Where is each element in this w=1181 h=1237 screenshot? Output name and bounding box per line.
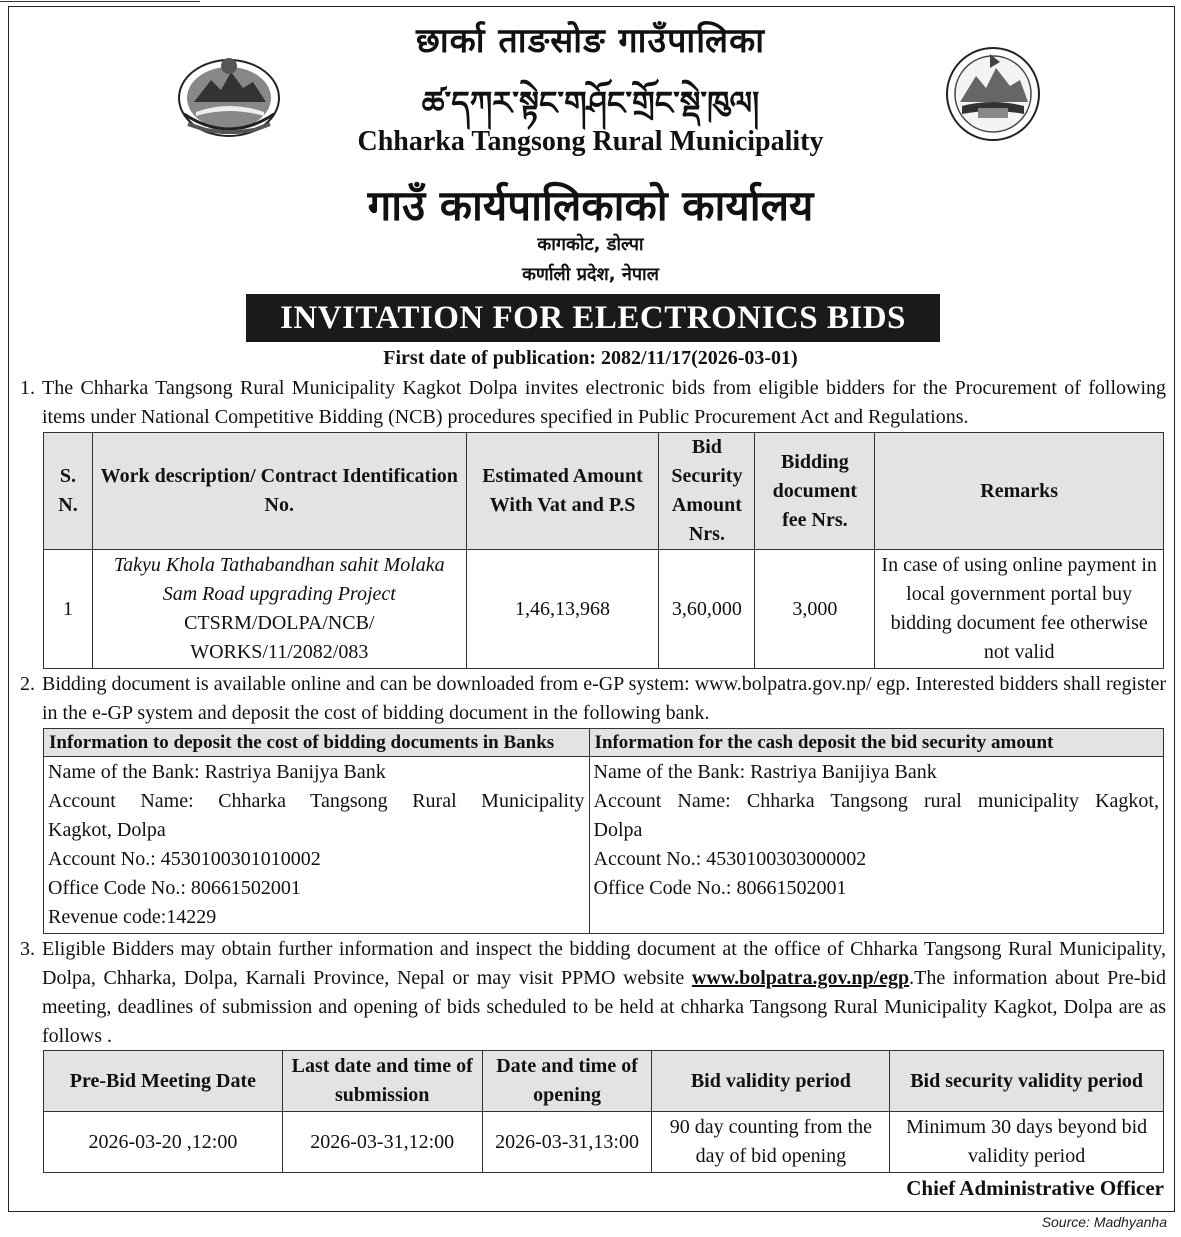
paragraph-text: The Chharka Tangsong Rural Municipality Kagkot Dolpa invites electronic bids from eligible bidders for the Procurement of following items under National Competitive Bidding (NCB) procedures specified in Public Procurement Act and Regulations.: [42, 377, 1166, 428]
cell-work-description: [92, 550, 466, 669]
cell-opening-date: 2026-03-31,13:00: [482, 1112, 652, 1173]
paragraph-1: [20, 374, 1166, 432]
header-bid-validity: Bid validity period: [652, 1051, 890, 1112]
office-code: Office Code No.: 80661502001: [48, 877, 301, 899]
header-work-description: Work description/ Contract Identification No.: [92, 433, 466, 550]
publication-date: First date of publication: 2082/11/17(2026-03-01): [383, 347, 798, 369]
cell-prebid-date: 2026-03-20 ,12:00: [44, 1112, 283, 1173]
bid-security-bank-details: [589, 757, 1163, 934]
paragraph-2: [20, 670, 1166, 728]
revenue-code: Revenue code:14229: [48, 906, 217, 928]
header-document-cost-bank: Information to deposit the cost of bidding documents in Banks: [44, 729, 590, 757]
cell-security-validity: Minimum 30 days beyond bid validity period: [890, 1112, 1164, 1173]
ppmo-website-link[interactable]: www.bolpatra.gov.np/egp: [691, 967, 910, 989]
header-submission-deadline: Last date and time of submission: [282, 1051, 482, 1112]
top-rule: [0, 1, 200, 2]
header-prebid-date: Pre-Bid Meeting Date: [44, 1051, 283, 1112]
header-bid-security: Bid Security Amount Nrs.: [659, 433, 755, 550]
account-name: Account Name: Chharka Tangsong rural municipality Kagkot,: [593, 790, 1159, 812]
paragraph-number: 2.: [20, 673, 35, 695]
work-title: Takyu Khola Tathabandhan sahit Molaka Sam Road upgrading Project: [113, 554, 445, 605]
cell-document-fee: 3,000: [755, 550, 875, 669]
paragraph-text: Bidding document is available online and can be downloaded from e-GP system: www.bolpatra.gov.np/ egp. Interested bidders shall register in the e-GP system and deposit the cost of bidding document in the following bank.: [42, 673, 1166, 724]
header-sn: S. N.: [44, 433, 93, 550]
english-municipality-name: Chharka Tangsong Rural Municipality: [357, 126, 824, 157]
cell-bid-security: 3,60,000: [659, 550, 755, 669]
header-estimated-amount: Estimated Amount With Vat and P.S: [466, 433, 659, 550]
table-row: [44, 757, 1164, 934]
account-name: Account Name: Chharka Tangsong Rural Municipality: [48, 790, 585, 812]
notice-title-banner: INVITATION FOR ELECTRONICS BIDS: [246, 294, 940, 342]
signatory-title: Chief Administrative Officer: [906, 1176, 1164, 1200]
paragraph-text-before: Eligible Bidders may obtain further information and inspect the bidding document at the office of Chharka Tangsong Rural Municipality, Dolpa, Chharka, Dolpa, Karnali Province, Nepal or may visit PPMO website: [42, 938, 1166, 989]
table-row: [44, 1112, 1164, 1173]
table-header-row: [44, 729, 1164, 757]
bank-info-table: [43, 728, 1164, 934]
header-document-fee: Bidding document fee Nrs.: [755, 433, 875, 550]
contract-id: CTSRM/DOLPA/NCB/ WORKS/11/2082/083: [184, 612, 375, 663]
account-name-cont: Dolpa: [593, 819, 643, 841]
paragraph-3: [20, 935, 1166, 1051]
header-remarks: Remarks: [875, 433, 1164, 550]
header-bid-security-bank: Information for the cash deposit the bid security amount: [589, 729, 1163, 757]
paragraph-text-after: .The information about Pre-bid meeting, deadlines of submission and opening of bids scheduled to be held at chharka Tangsong Rural Municipality Kagkot, Dolpa are as follows .: [42, 967, 1166, 1047]
account-name-cont: Kagkot, Dolpa: [48, 819, 166, 841]
bank-name: Name of the Bank: Rastriya Banijiya Bank: [593, 761, 937, 783]
table-header-row: [44, 433, 1164, 550]
office-code: Office Code No.: 80661502001: [593, 877, 847, 899]
paragraph-number: 1.: [20, 377, 35, 399]
account-number: Account No.: 4530100303000002: [593, 848, 867, 870]
paragraph-text: [42, 935, 1166, 1051]
cell-bid-validity: 90 day counting from the day of bid opening: [652, 1112, 890, 1173]
nepali-municipality-name: छार्का ताङसोङ गाउँपालिका: [416, 21, 765, 61]
table-row: [44, 550, 1164, 669]
schedule-table: [43, 1050, 1164, 1173]
header-opening-date: Date and time of opening: [482, 1051, 652, 1112]
cell-submission-deadline: 2026-03-31,12:00: [282, 1112, 482, 1173]
cell-remarks: In case of using online payment in local government portal buy bidding document fee otherwise not valid: [875, 550, 1164, 669]
account-number: Account No.: 4530100301010002: [48, 848, 321, 870]
table-header-row: [44, 1051, 1164, 1112]
office-name: गाउँ कार्यपालिकाको कार्यालय: [367, 181, 814, 230]
cell-estimated-amount: 1,46,13,968: [466, 550, 659, 669]
cell-sn: 1: [44, 550, 93, 669]
document-cost-bank-details: [44, 757, 590, 934]
paragraph-number: 3.: [20, 938, 35, 960]
bid-items-table: [43, 432, 1164, 669]
source-credit: Source: Madhyanha: [1041, 1214, 1167, 1230]
bank-name: Name of the Bank: Rastriya Banijya Bank: [48, 761, 386, 783]
header-security-validity: Bid security validity period: [890, 1051, 1164, 1112]
address-line-1: कागकोट, डोल्पा: [537, 234, 644, 255]
tibetan-municipality-name: ཚ་དཀར་སྟེང་གཤོང་གྲོང་སྡེ་ཁུལ།: [421, 84, 760, 122]
address-line-2: कर्णाली प्रदेश, नेपाल: [522, 264, 659, 285]
